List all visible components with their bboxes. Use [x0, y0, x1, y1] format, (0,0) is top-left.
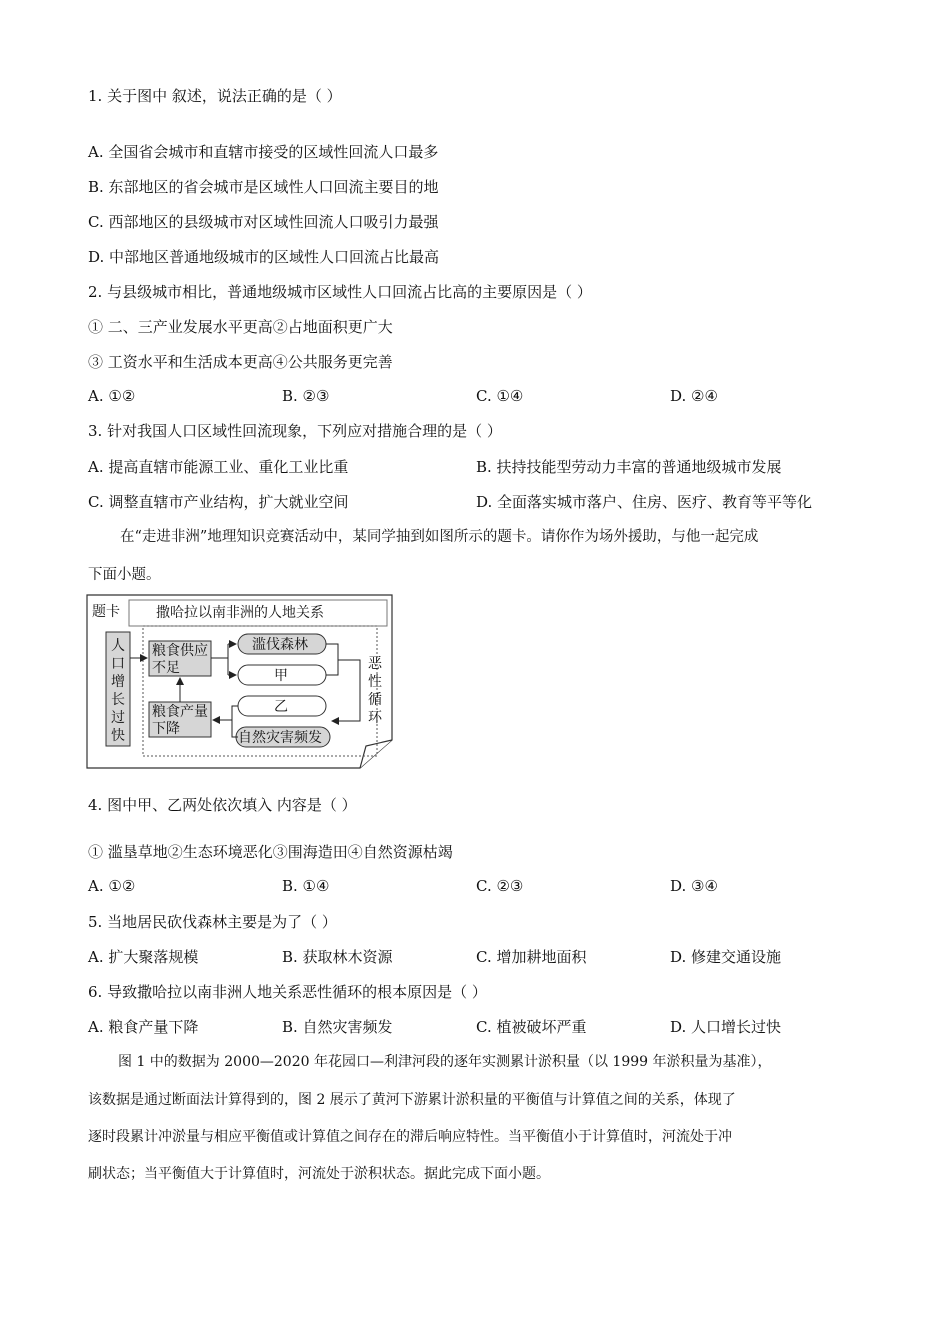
q2-stem: 2. 与县级城市相比，普通地级城市区域性人口回流占比高的主要原因是（ ）	[88, 283, 592, 301]
q4-option-d: D. ③④	[670, 877, 718, 895]
q4-option-a: A. ①②	[88, 877, 136, 895]
diagram-title: 撒哈拉以南非洲的人地关系	[156, 605, 324, 621]
vicious-cycle-char-2: 性	[368, 674, 382, 690]
q4-items: ① 滥垦草地②生态环境恶化③围海造田④自然资源枯竭	[88, 843, 453, 861]
q4-option-b: B. ①④	[282, 877, 330, 895]
human-land-relationship-diagram	[86, 594, 396, 772]
intro2-line1: 在“走进非洲”地理知识竞赛活动中，某同学抽到如图所示的题卡。请你作为场外援助，与他一起完成	[120, 529, 759, 545]
q2-option-d: D. ②④	[670, 387, 718, 405]
q1-stem: 1. 关于图中 叙述，说法正确的是（ ）	[88, 87, 342, 105]
q5-option-a: A. 扩大聚落规模	[88, 948, 199, 966]
population-growth-char-6: 快	[111, 728, 125, 744]
population-growth-char-5: 过	[111, 710, 125, 726]
q5-option-c: C. 增加耕地面积	[476, 948, 587, 966]
jia-text: 甲	[274, 668, 288, 684]
q2-option-b: B. ②③	[282, 387, 330, 405]
intro3-line4: 刷状态；当平衡值大于计算值时，河流处于淤积状态。据此完成下面小题。	[88, 1166, 550, 1182]
population-growth-char-2: 口	[111, 656, 125, 672]
q3-stem: 3. 针对我国人口区域性回流现象，下列应对措施合理的是（ ）	[88, 422, 502, 440]
q3-option-a: A. 提高直辖市能源工业、重化工业比重	[88, 458, 349, 476]
q3-option-b: B. 扶持技能型劳动力丰富的普通地级城市发展	[476, 458, 782, 476]
yield-drop-line2: 下降	[152, 721, 180, 737]
food-shortage-line2: 不足	[152, 660, 180, 676]
q6-option-b: B. 自然灾害频发	[282, 1018, 393, 1036]
vicious-cycle-char-3: 循	[368, 692, 382, 708]
food-shortage-line1: 粮食供应	[152, 643, 208, 659]
q2-items-2: ③ 工资水平和生活成本更高④公共服务更完善	[88, 353, 393, 371]
q1-option-a: A. 全国省会城市和直辖市接受的区域性回流人口最多	[88, 143, 439, 161]
q5-stem: 5. 当地居民砍伐森林主要是为了（ ）	[88, 913, 337, 931]
card-label: 题卡	[92, 604, 120, 620]
disaster-text: 自然灾害频发	[238, 730, 322, 746]
q3-option-c: C. 调整直辖市产业结构，扩大就业空间	[88, 493, 349, 511]
q2-option-a: A. ①②	[88, 387, 136, 405]
intro3-line3: 逐时段累计冲淤量与相应平衡值或计算值之间存在的滞后响应特性。当平衡值小于计算值时，河流处于冲	[88, 1129, 732, 1145]
q6-option-c: C. 植被破坏严重	[476, 1018, 587, 1036]
deforest-text: 滥伐森林	[252, 637, 308, 653]
q5-option-d: D. 修建交通设施	[670, 948, 782, 966]
q6-option-d: D. 人口增长过快	[670, 1018, 782, 1036]
q3-option-d: D. 全面落实城市落户、住房、医疗、教育等平等化	[476, 493, 813, 511]
q2-items-1: ① 二、三产业发展水平更高②占地面积更广大	[88, 318, 393, 336]
q1-option-b: B. 东部地区的省会城市是区域性人口回流主要目的地	[88, 178, 439, 196]
intro3-line2: 该数据是通过断面法计算得到的，图 2 展示了黄河下游累计淤积量的平衡值与计算值之间的关系，体现了	[88, 1092, 736, 1108]
q6-option-a: A. 粮食产量下降	[88, 1018, 199, 1036]
vicious-cycle-char-1: 恶	[368, 656, 382, 672]
q5-option-b: B. 获取林木资源	[282, 948, 393, 966]
q2-option-c: C. ①④	[476, 387, 524, 405]
population-growth-char-3: 增	[111, 674, 125, 690]
yi-text: 乙	[274, 699, 288, 715]
q4-stem: 4. 图中甲、乙两处依次填入 内容是（ ）	[88, 796, 357, 814]
q6-stem: 6. 导致撒哈拉以南非洲人地关系恶性循环的根本原因是（ ）	[88, 983, 487, 1001]
q1-option-d: D. 中部地区普通地级城市的区域性人口回流占比最高	[88, 248, 440, 266]
q4-option-c: C. ②③	[476, 877, 524, 895]
population-growth-char-4: 长	[111, 692, 125, 708]
intro2-line2: 下面小题。	[88, 567, 161, 583]
population-growth-char-1: 人	[111, 638, 125, 654]
yield-drop-line1: 粮食产量	[152, 704, 208, 720]
q1-option-c: C. 西部地区的县级城市对区域性回流人口吸引力最强	[88, 213, 439, 231]
intro3-line1: 图 1 中的数据为 2000—2020 年花园口—利津河段的逐年实测累计淤积量（以 1999 年淤积量为基准），	[118, 1054, 772, 1070]
vicious-cycle-char-4: 环	[368, 710, 382, 726]
